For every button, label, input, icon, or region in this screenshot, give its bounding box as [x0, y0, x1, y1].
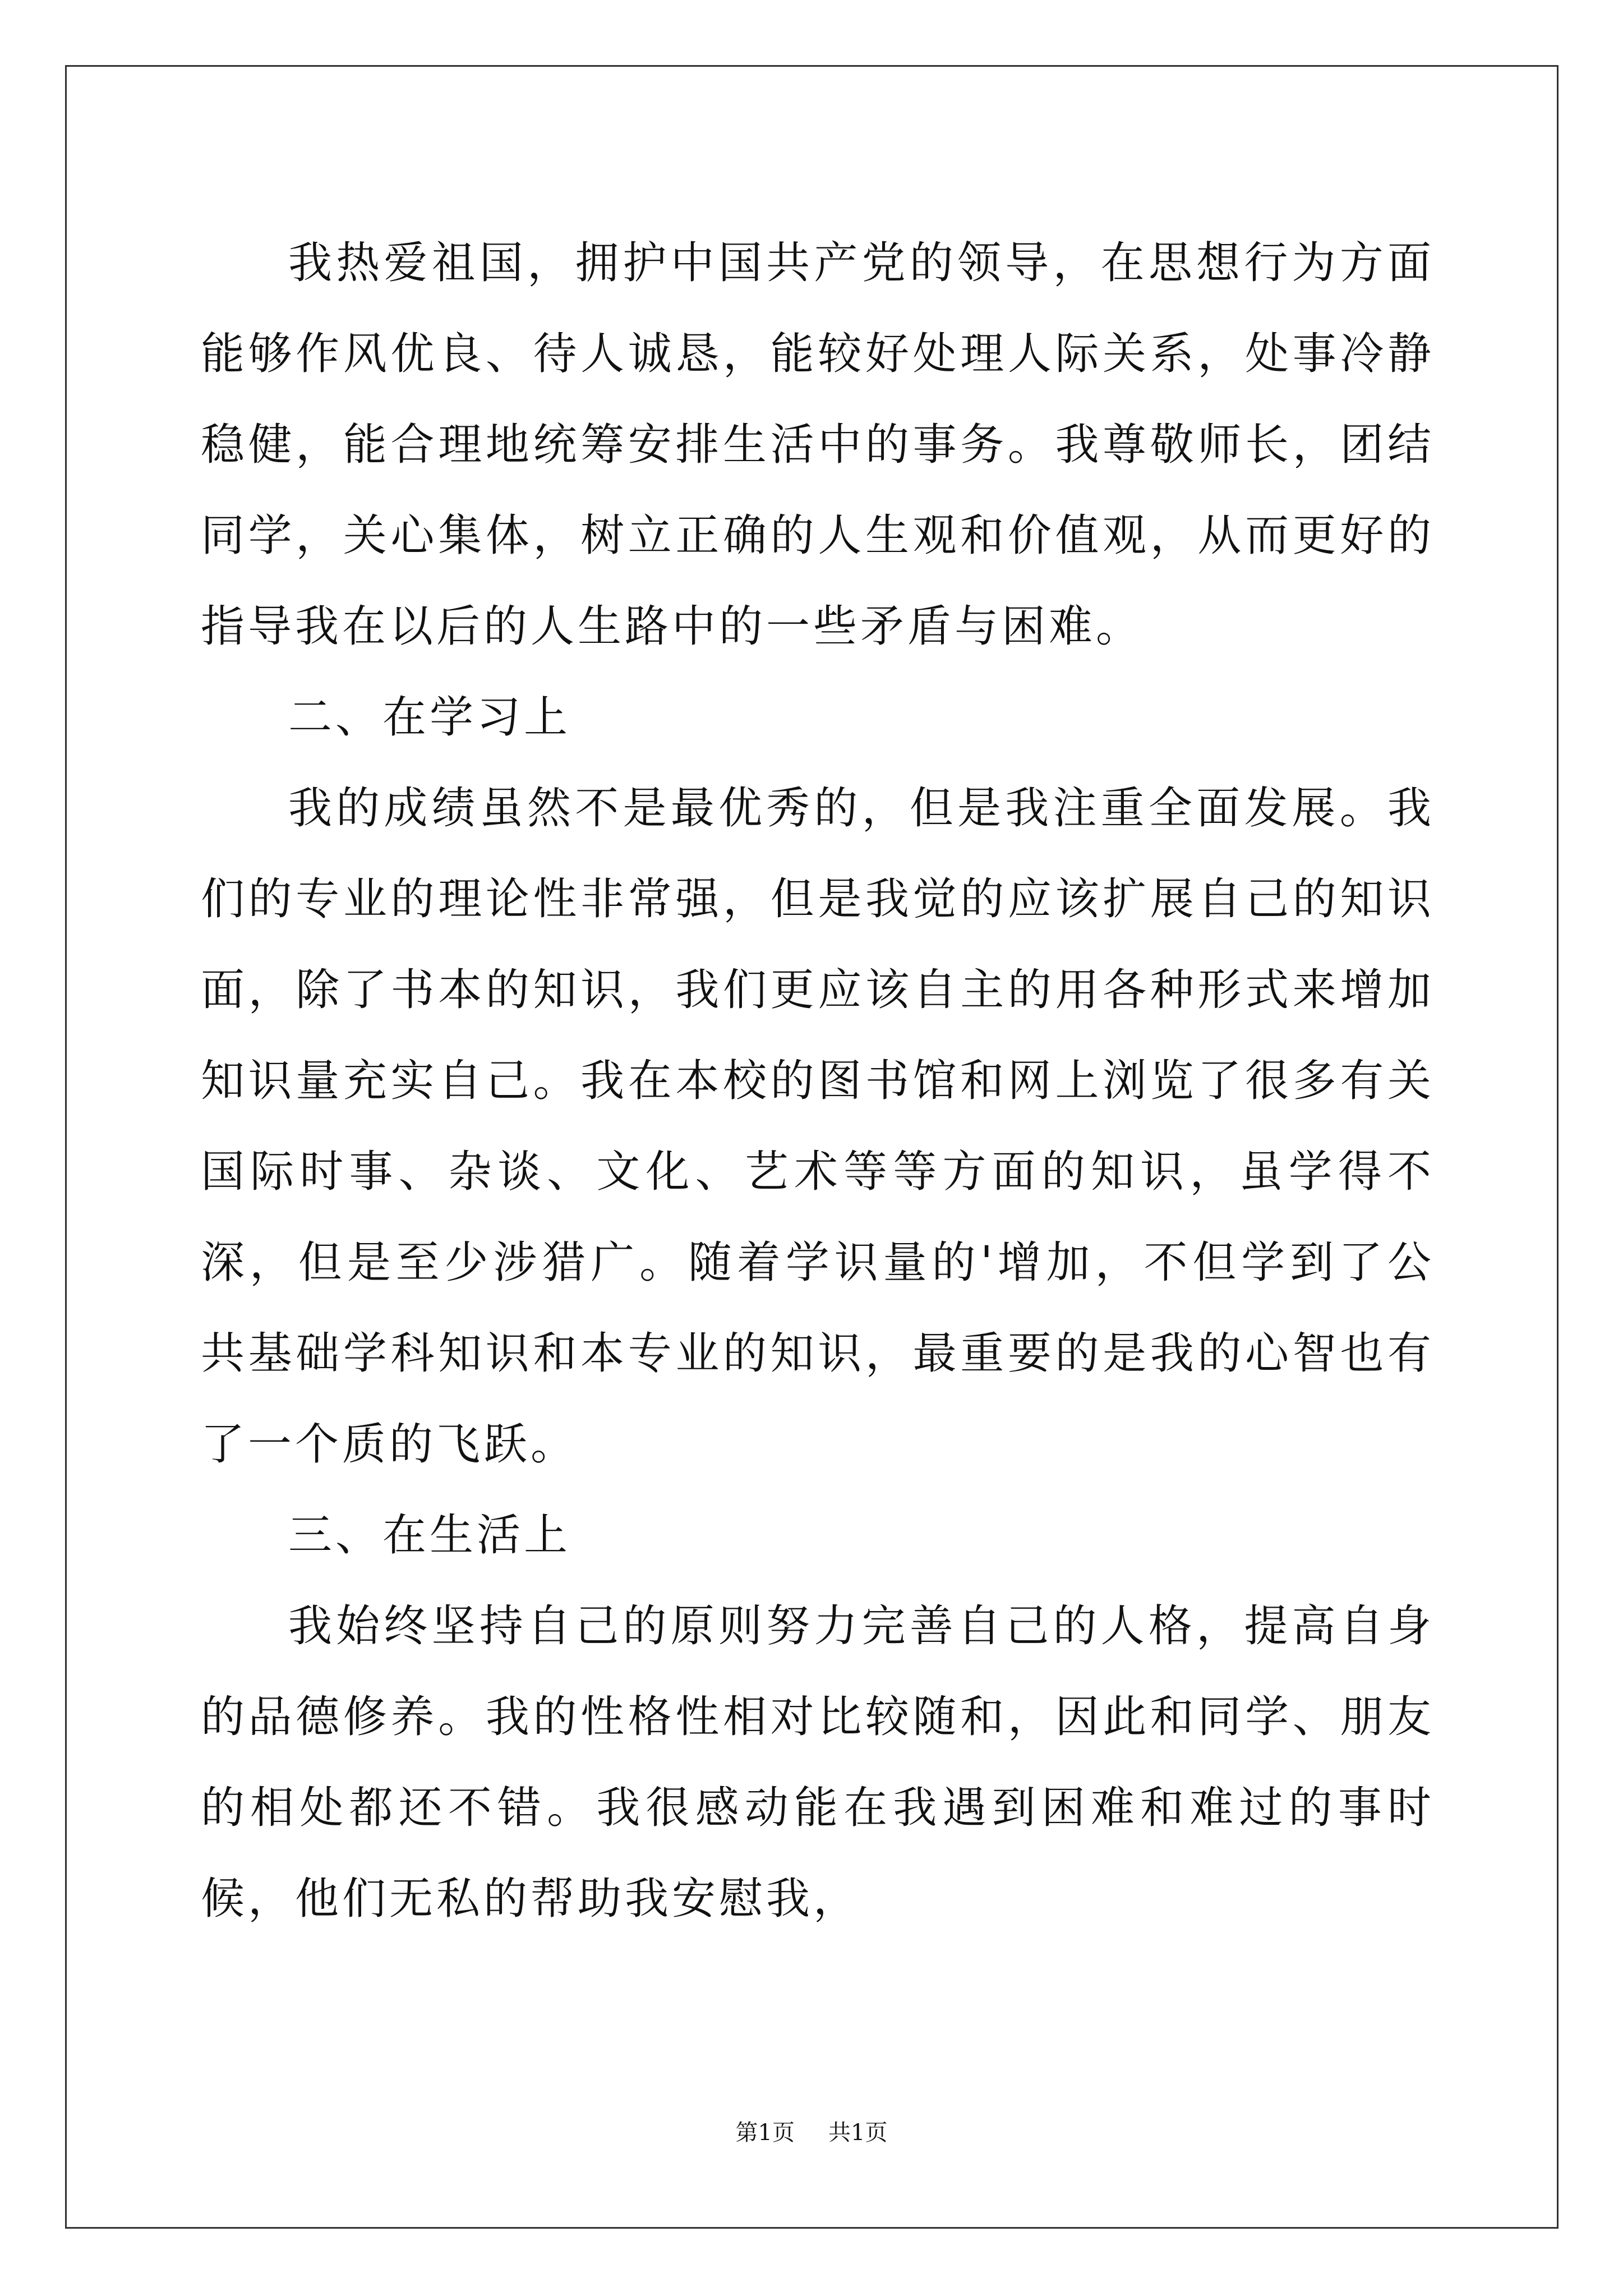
paragraph-life: 我始终坚持自己的原则努力完善自己的人格，提高自身的品德修养。我的性格性相对比较随和，因此和同学、朋友的相处都还不错。我很感动能在我遇到困难和难过的事时候，他们无私的帮助我安慰我，	[201, 1601, 1435, 1924]
page-footer	[0, 2115, 1623, 2147]
page-total: 共1页	[828, 2120, 888, 2146]
paragraph-study: 我的成绩虽然不是最优秀的，但是我注重全面发展。我们的专业的理论性非常强，但是我觉的应该扩展自己的知识面，除了书本的知识，我们更应该自主的用各种形式来增加知识量充实自己。我在本校的图书馆和网上浏览了很多有关国际时事、杂谈、文化、艺术等等方面的知识，虽学得不深，但是至少涉猎广。随着学识量的'增加，不但学到了公共基础学科知识和本专业的知识，最重要的是我的心智也有了一个质的飞跃。	[201, 783, 1435, 1470]
document-body	[201, 218, 1435, 1944]
paragraph-conduct: 我热爱祖国，拥护中国共产党的领导，在思想行为方面能够作风优良、待人诚恳，能较好处理人际关系，处事冷静稳健，能合理地统筹安排生活中的事务。我尊敬师长，团结同学，关心集体，树立正确的人生观和价值观，从而更好的指导我在以后的人生路中的一些矛盾与困难。	[201, 238, 1435, 652]
page-number: 第1页	[735, 2120, 795, 2146]
section-heading-study: 二、在学习上	[288, 692, 571, 743]
section-heading-life: 三、在生活上	[288, 1510, 571, 1561]
